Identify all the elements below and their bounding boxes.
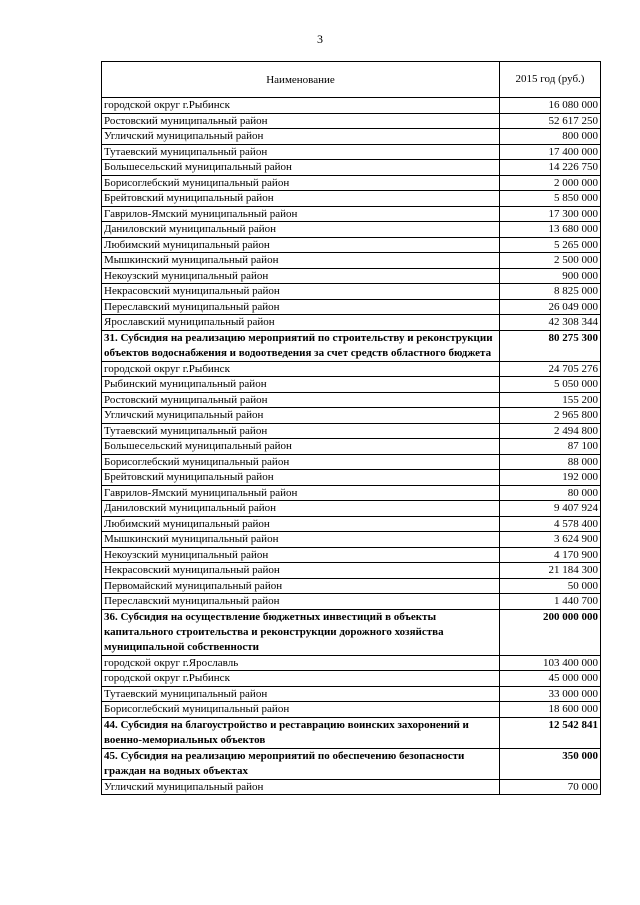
- municipality-name: Борисоглебский муниципальный район: [102, 175, 500, 191]
- amount-value: 103 400 000: [500, 655, 601, 671]
- header-name: Наименование: [102, 62, 500, 98]
- amount-value: 24 705 276: [500, 361, 601, 377]
- section-title: 36. Субсидия на осуществление бюджетных инвестиций в объекты капитального строительства и реконструкции дорожного хозяйства муниципальной собственности: [102, 609, 500, 655]
- amount-value: 5 850 000: [500, 191, 601, 207]
- table-row: [102, 594, 601, 610]
- table-row: [102, 144, 601, 160]
- municipality-name: Ярославский муниципальный район: [102, 315, 500, 331]
- amount-value: 52 617 250: [500, 113, 601, 129]
- municipality-name: Любимский муниципальный район: [102, 516, 500, 532]
- municipality-name: Даниловский муниципальный район: [102, 501, 500, 517]
- table-row: [102, 485, 601, 501]
- municipality-name: Ростовский муниципальный район: [102, 113, 500, 129]
- municipality-name: Борисоглебский муниципальный район: [102, 454, 500, 470]
- table-row: [102, 516, 601, 532]
- table-row: [102, 470, 601, 486]
- amount-value: 14 226 750: [500, 160, 601, 176]
- table-row: [102, 408, 601, 424]
- section-amount: 200 000 000: [500, 609, 601, 655]
- amount-value: 2 965 800: [500, 408, 601, 424]
- table-row: [102, 377, 601, 393]
- table-row: [102, 655, 601, 671]
- amount-value: 13 680 000: [500, 222, 601, 238]
- amount-value: 155 200: [500, 392, 601, 408]
- table-row: [102, 160, 601, 176]
- municipality-name: Борисоглебский муниципальный район: [102, 702, 500, 718]
- municipality-name: Мышкинский муниципальный район: [102, 532, 500, 548]
- amount-value: 45 000 000: [500, 671, 601, 687]
- table-row: [102, 222, 601, 238]
- municipality-name: Даниловский муниципальный район: [102, 222, 500, 238]
- amount-value: 70 000: [500, 779, 601, 795]
- table-row: [102, 206, 601, 222]
- amount-value: 192 000: [500, 470, 601, 486]
- amount-value: 26 049 000: [500, 299, 601, 315]
- table-row: [102, 501, 601, 517]
- table-row: [102, 702, 601, 718]
- table-row: [102, 578, 601, 594]
- municipality-name: Тутаевский муниципальный район: [102, 686, 500, 702]
- amount-value: 16 080 000: [500, 98, 601, 114]
- amount-value: 80 000: [500, 485, 601, 501]
- table-row: [102, 253, 601, 269]
- amount-value: 9 407 924: [500, 501, 601, 517]
- amount-value: 21 184 300: [500, 563, 601, 579]
- table-header: [102, 62, 601, 98]
- page-number: 3: [317, 32, 323, 46]
- table-row: [102, 191, 601, 207]
- municipality-name: городской округ г.Рыбинск: [102, 671, 500, 687]
- amount-value: 18 600 000: [500, 702, 601, 718]
- section-amount: 80 275 300: [500, 330, 601, 361]
- table-row: [102, 439, 601, 455]
- amount-value: 88 000: [500, 454, 601, 470]
- municipality-name: Рыбинский муниципальный район: [102, 377, 500, 393]
- table-row: [102, 779, 601, 795]
- table-row: [102, 268, 601, 284]
- table-row: [102, 532, 601, 548]
- amount-value: 900 000: [500, 268, 601, 284]
- amount-value: 800 000: [500, 129, 601, 145]
- municipality-name: городской округ г.Рыбинск: [102, 98, 500, 114]
- municipality-name: городской округ г.Рыбинск: [102, 361, 500, 377]
- subsidy-table: [101, 61, 601, 795]
- table-row: [102, 129, 601, 145]
- table-row: [102, 237, 601, 253]
- municipality-name: Большесельский муниципальный район: [102, 439, 500, 455]
- municipality-name: Гаврилов-Ямский муниципальный район: [102, 206, 500, 222]
- section-amount: 350 000: [500, 748, 601, 779]
- section-amount: 12 542 841: [500, 717, 601, 748]
- municipality-name: Некрасовский муниципальный район: [102, 563, 500, 579]
- municipality-name: Брейтовский муниципальный район: [102, 470, 500, 486]
- section-title: 45. Субсидия на реализацию мероприятий по обеспечению безопасности граждан на водных объектах: [102, 748, 500, 779]
- amount-value: 17 400 000: [500, 144, 601, 160]
- municipality-name: Брейтовский муниципальный район: [102, 191, 500, 207]
- municipality-name: Угличский муниципальный район: [102, 129, 500, 145]
- municipality-name: Некоузский муниципальный район: [102, 547, 500, 563]
- amount-value: 42 308 344: [500, 315, 601, 331]
- table-row: [102, 392, 601, 408]
- header-amount: 2015 год (руб.): [500, 62, 601, 98]
- amount-value: 2 500 000: [500, 253, 601, 269]
- section-header-row: [102, 748, 601, 779]
- amount-value: 2 000 000: [500, 175, 601, 191]
- table-body: [102, 98, 601, 795]
- amount-value: 8 825 000: [500, 284, 601, 300]
- section-title: 31. Субсидия на реализацию мероприятий по строительству и реконструкции объектов водоснабжения и водоотведения за счет средств областного бюджета: [102, 330, 500, 361]
- table-row: [102, 315, 601, 331]
- table-row: [102, 423, 601, 439]
- amount-value: 4 170 900: [500, 547, 601, 563]
- table-row: [102, 98, 601, 114]
- amount-value: 3 624 900: [500, 532, 601, 548]
- table-row: [102, 454, 601, 470]
- section-title: 44. Субсидия на благоустройство и реставрацию воинских захоронений и военно-мемориальных объектов: [102, 717, 500, 748]
- amount-value: 33 000 000: [500, 686, 601, 702]
- table-row: [102, 686, 601, 702]
- municipality-name: Ростовский муниципальный район: [102, 392, 500, 408]
- table-row: [102, 113, 601, 129]
- municipality-name: Угличский муниципальный район: [102, 408, 500, 424]
- table-row: [102, 299, 601, 315]
- table-row: [102, 547, 601, 563]
- section-header-row: [102, 330, 601, 361]
- amount-value: 50 000: [500, 578, 601, 594]
- municipality-name: Некоузский муниципальный район: [102, 268, 500, 284]
- table-row: [102, 175, 601, 191]
- municipality-name: Любимский муниципальный район: [102, 237, 500, 253]
- municipality-name: Мышкинский муниципальный район: [102, 253, 500, 269]
- municipality-name: Гаврилов-Ямский муниципальный район: [102, 485, 500, 501]
- municipality-name: городской округ г.Ярославль: [102, 655, 500, 671]
- amount-value: 5 050 000: [500, 377, 601, 393]
- municipality-name: Тутаевский муниципальный район: [102, 144, 500, 160]
- amount-value: 17 300 000: [500, 206, 601, 222]
- table-row: [102, 671, 601, 687]
- municipality-name: Переславский муниципальный район: [102, 594, 500, 610]
- amount-value: 4 578 400: [500, 516, 601, 532]
- section-header-row: [102, 717, 601, 748]
- amount-value: 1 440 700: [500, 594, 601, 610]
- municipality-name: Большесельский муниципальный район: [102, 160, 500, 176]
- amount-value: 87 100: [500, 439, 601, 455]
- municipality-name: Тутаевский муниципальный район: [102, 423, 500, 439]
- amount-value: 2 494 800: [500, 423, 601, 439]
- municipality-name: Переславский муниципальный район: [102, 299, 500, 315]
- municipality-name: Некрасовский муниципальный район: [102, 284, 500, 300]
- municipality-name: Угличский муниципальный район: [102, 779, 500, 795]
- table-row: [102, 361, 601, 377]
- amount-value: 5 265 000: [500, 237, 601, 253]
- municipality-name: Первомайский муниципальный район: [102, 578, 500, 594]
- table-row: [102, 563, 601, 579]
- section-header-row: [102, 609, 601, 655]
- table-row: [102, 284, 601, 300]
